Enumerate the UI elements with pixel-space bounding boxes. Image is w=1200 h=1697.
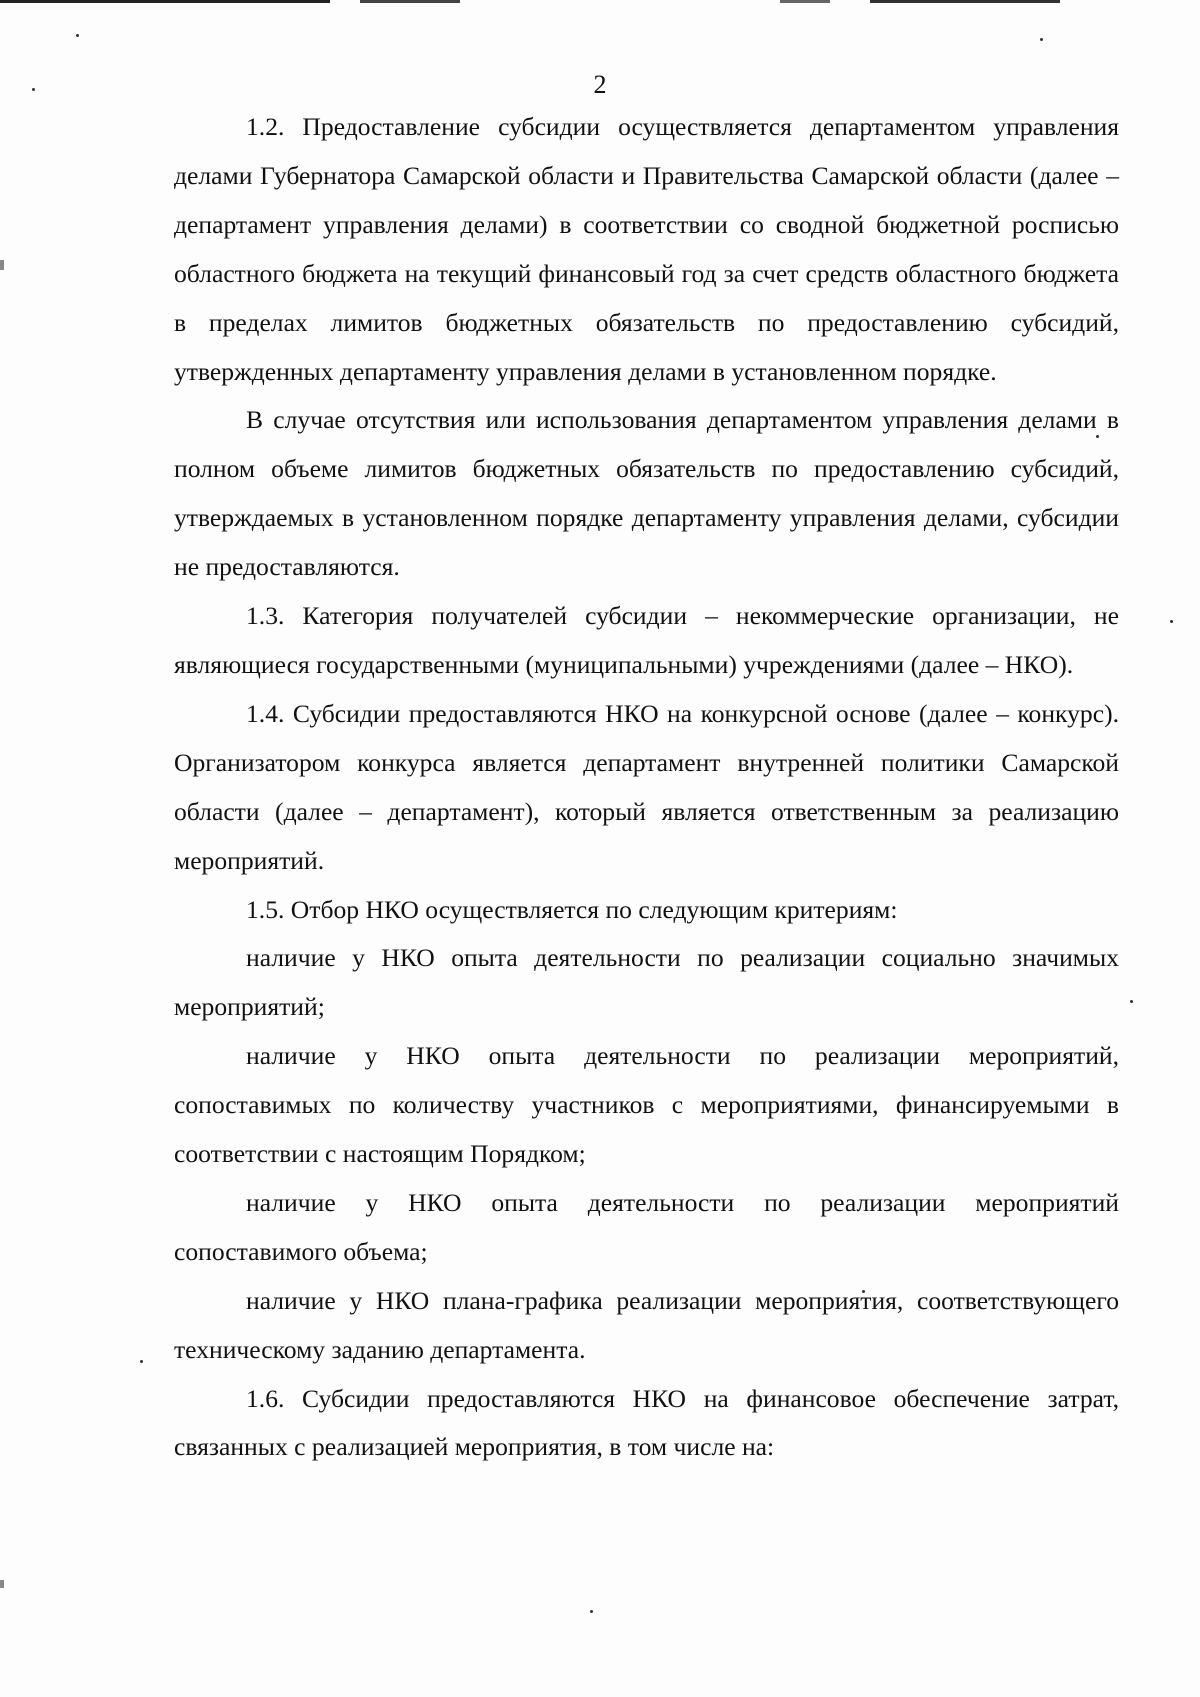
criterion-1: наличие у НКО опыта деятельности по реализации социально значимых мероприятий; <box>174 943 1119 1022</box>
paragraph-1-3: 1.3. Категория получателей субсидии – некоммерческие организации, не являющиеся государственными (муниципальными) учреждениями (далее – НКО). <box>174 601 1119 679</box>
criterion-4: наличие у НКО плана-графика реализации мероприятия, соответствующего техническому заданию департамента. <box>174 1285 1119 1364</box>
scan-speck <box>76 34 79 37</box>
scan-edge-mark <box>0 260 4 270</box>
paragraph-1-2: 1.2. Предоставление субсидии осуществляется департаментом управления делами Губернатора Самарской области и Правительства Самарской области (далее – департамент управления делами) в соответствии со сводной бюджетной росписью областного бюджета на текущий финансовый год за счет средств областного бюджета в пределах лимитов бюджетных обязательств по предоставлению субсидий, утвержденных департаменту управления делами в установленном порядке. <box>174 112 1119 386</box>
scan-edge-mark <box>0 1580 4 1588</box>
document-body <box>174 103 1119 1472</box>
paragraph-1-6: 1.6. Субсидии предоставляются НКО на финансовое обеспечение затрат, связанных с реализацией мероприятия, в том числе на: <box>174 1383 1119 1462</box>
page-number: 2 <box>593 70 607 99</box>
criterion-2: наличие у НКО опыта деятельности по реализации мероприятий, сопоставимых по количеству участников с мероприятиями, финансируемыми в соответствии с настоящим Порядком; <box>174 1041 1119 1169</box>
scan-speck <box>590 1610 593 1613</box>
scan-speck <box>1170 620 1173 623</box>
scan-speck <box>140 1360 143 1363</box>
criterion-3: наличие у НКО опыта деятельности по реализации мероприятий сопоставимого объема; <box>174 1187 1119 1266</box>
scan-speck <box>1040 38 1043 41</box>
paragraph-1-5: 1.5. Отбор НКО осуществляется по следующим критериям: <box>246 894 898 924</box>
scan-speck <box>1130 1000 1133 1003</box>
paragraph-1-4: 1.4. Субсидии предоставляются НКО на конкурсной основе (далее – конкурс). Организатором конкурса является департамент внутренней политики Самарской области (далее – департамент), который является ответственным за реализацию мероприятий. <box>174 698 1119 875</box>
scan-top-edge <box>0 0 1200 3</box>
paragraph-1-2-exception: В случае отсутствия или использования департаментом управления делами в полном объеме лимитов бюджетных обязательств по предоставлению субсидий, утверждаемых в установленном порядке департаменту управления делами, субсидии не предоставляются. <box>174 405 1119 582</box>
